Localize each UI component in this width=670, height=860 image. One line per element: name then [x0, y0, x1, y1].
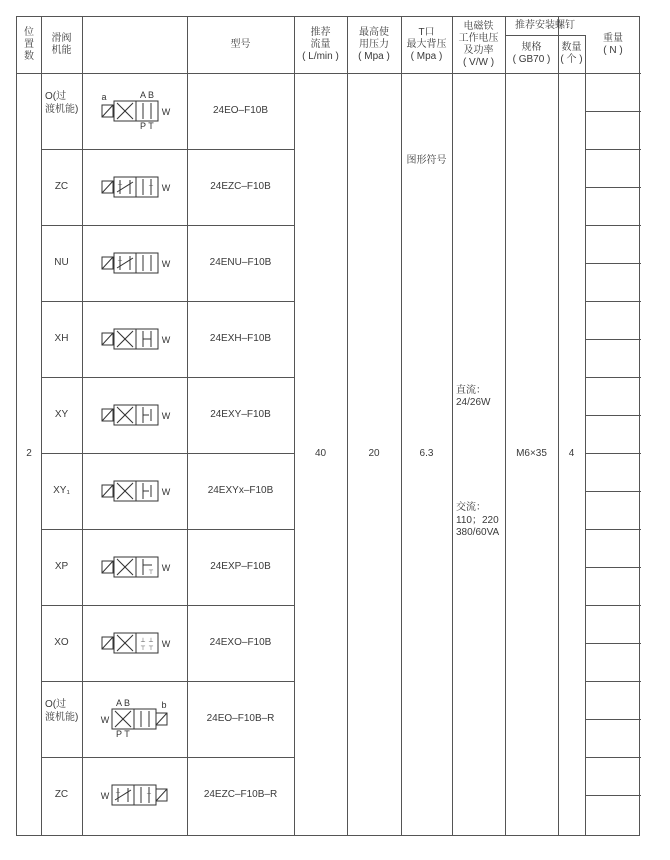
- valve-function-cell: XY₁: [53, 484, 70, 496]
- spring-w-label: W: [100, 715, 110, 725]
- valve-function-cell: XO: [54, 636, 69, 648]
- block-mark: ⊤: [148, 570, 154, 576]
- header-solenoid: 电磁铁 工作电压 及功率 ( V/W ): [458, 21, 499, 68]
- valve-symbol-graphic: [101, 90, 172, 131]
- block-mark: ⊥: [115, 789, 121, 795]
- weight-row-line: [585, 187, 641, 188]
- dc-power: 直流： 24/26W: [456, 384, 491, 408]
- block-mark: ⊥: [117, 257, 123, 263]
- block-mark: ⊥: [140, 638, 146, 644]
- valve-symbol-exo: [102, 633, 172, 660]
- valve-symbol-graphic: [102, 633, 172, 655]
- model-cell: 24EZC–F10B: [210, 180, 271, 192]
- max-pressure-value: 20: [368, 447, 380, 459]
- spring-w-label: W: [161, 259, 171, 269]
- valve-symbol-graphic: [102, 557, 172, 579]
- weight-row-line: [585, 415, 641, 416]
- valve-symbol-graphic: [102, 405, 172, 427]
- header-position-count: 位 置 数: [24, 27, 34, 62]
- graphic-symbol-label: 图形符号: [406, 154, 447, 166]
- weight-row-line: [585, 339, 641, 340]
- weight-row-line: [585, 301, 641, 302]
- valve-symbol-graphic: [102, 785, 172, 807]
- valve-spec-table: [16, 16, 640, 836]
- spring-w-label: W: [161, 183, 171, 193]
- port-t-label: T: [148, 121, 154, 131]
- valve-function-cell: NU: [54, 256, 69, 268]
- weight-row-line: [585, 111, 641, 112]
- port-b-label: B: [147, 90, 155, 100]
- weight-row-line: [585, 795, 641, 796]
- model-cell: 24EO–F10B: [212, 104, 269, 116]
- valve-symbol-graphic: [102, 253, 172, 275]
- valve-symbol-eor: [100, 698, 172, 739]
- t-port-value: 6.3: [419, 447, 434, 459]
- valve-symbol-exp: [102, 557, 172, 584]
- valve-symbol-exy1: [102, 481, 172, 508]
- model-cell: 24EXP–F10B: [210, 560, 271, 572]
- spring-w-label: W: [161, 335, 171, 345]
- header-model: 型号: [230, 39, 251, 50]
- valve-function-cell: XH: [54, 332, 69, 344]
- model-cell: 24EXO–F10B: [209, 636, 272, 648]
- weight-row-line: [585, 757, 641, 758]
- weight-row-line: [585, 643, 641, 644]
- block-mark: ⊥: [148, 182, 154, 188]
- weight-row-line: [585, 263, 641, 264]
- spring-w-label: W: [161, 487, 171, 497]
- grid-line: [82, 17, 83, 835]
- weight-row-line: [585, 453, 641, 454]
- header-weight: 重量 ( N ): [603, 33, 623, 56]
- spring-w-label: W: [100, 791, 110, 801]
- valve-symbol-ezcr: [102, 785, 172, 812]
- solenoid-b-label: b: [161, 700, 167, 710]
- port-p-label: P: [115, 729, 123, 739]
- grid-line: [585, 35, 586, 835]
- screw-qty-value: 4: [568, 447, 575, 459]
- solenoid-a-label: a: [101, 92, 107, 102]
- valve-symbol-graphic: [102, 329, 172, 351]
- ac-power: 交流： 110；220 380/60VA: [456, 502, 500, 539]
- grid-line: [452, 17, 453, 835]
- spring-w-label: W: [161, 411, 171, 421]
- weight-row-line: [585, 149, 641, 150]
- header-t-port: T口 最大背压 ( Mpa ): [406, 27, 447, 62]
- header-max-pressure: 最高使 用压力 ( Mpa ): [358, 27, 390, 62]
- valve-symbol-eo: [101, 90, 172, 131]
- block-mark: ⊤: [148, 646, 154, 652]
- position-count-value: 2: [26, 447, 32, 459]
- model-cell: 24EO–F10B–R: [206, 712, 275, 724]
- valve-function-cell: XY: [54, 408, 69, 420]
- valve-function-cell: O(过 渡机能): [45, 91, 79, 115]
- port-a-label: A: [139, 90, 147, 100]
- model-cell: 24EZC–F10B–R: [203, 788, 278, 800]
- weight-row-line: [585, 605, 641, 606]
- valve-symbol-ezc: [102, 177, 172, 204]
- spring-w-label: W: [161, 563, 171, 573]
- weight-row-line: [585, 491, 641, 492]
- valve-symbol-enu: [102, 253, 172, 280]
- header-valve-function: 滑阀 机能: [51, 33, 72, 56]
- block-mark: ⊤: [140, 646, 146, 652]
- header-flow: 推荐 流量 ( L/min ): [302, 27, 339, 62]
- header-screws: 推荐安装螺钉: [515, 20, 575, 31]
- spring-w-label: W: [161, 639, 171, 649]
- valve-symbol-graphic: [102, 177, 172, 199]
- port-b-label: B: [123, 698, 131, 708]
- port-a-label: A: [115, 698, 123, 708]
- valve-symbol-graphic: [102, 481, 172, 503]
- weight-row-line: [585, 225, 641, 226]
- valve-function-cell: XP: [54, 560, 69, 572]
- weight-row-line: [585, 567, 641, 568]
- block-mark: ⊥: [148, 638, 154, 644]
- spring-w-label: W: [161, 107, 171, 117]
- valve-symbol-graphic: [100, 698, 172, 739]
- block-mark: ⊥: [146, 790, 152, 796]
- flow-value: 40: [314, 447, 327, 459]
- weight-row-line: [585, 377, 641, 378]
- valve-symbol-exy: [102, 405, 172, 432]
- valve-function-cell: ZC: [54, 180, 69, 192]
- weight-row-line: [585, 681, 641, 682]
- header-quantity: 数量 ( 个 ): [560, 42, 583, 65]
- model-cell: 24EXH–F10B: [209, 332, 272, 344]
- model-cell: 24EXY–F10B: [210, 408, 271, 420]
- block-mark: ⊥: [117, 181, 123, 187]
- port-t-label: T: [124, 729, 130, 739]
- valve-function-cell: ZC: [54, 788, 69, 800]
- weight-row-line: [585, 719, 641, 720]
- model-cell: 24ENU–F10B: [209, 256, 272, 268]
- screw-spec-value: M6×35: [516, 447, 547, 459]
- weight-row-line: [585, 529, 641, 530]
- model-cell: 24EXYx–F10B: [207, 484, 274, 496]
- port-p-label: P: [139, 121, 147, 131]
- header-spec: 规格 ( GB70 ): [512, 42, 551, 65]
- valve-function-cell: O(过 渡机能): [45, 699, 79, 723]
- valve-symbol-exh: [102, 329, 172, 356]
